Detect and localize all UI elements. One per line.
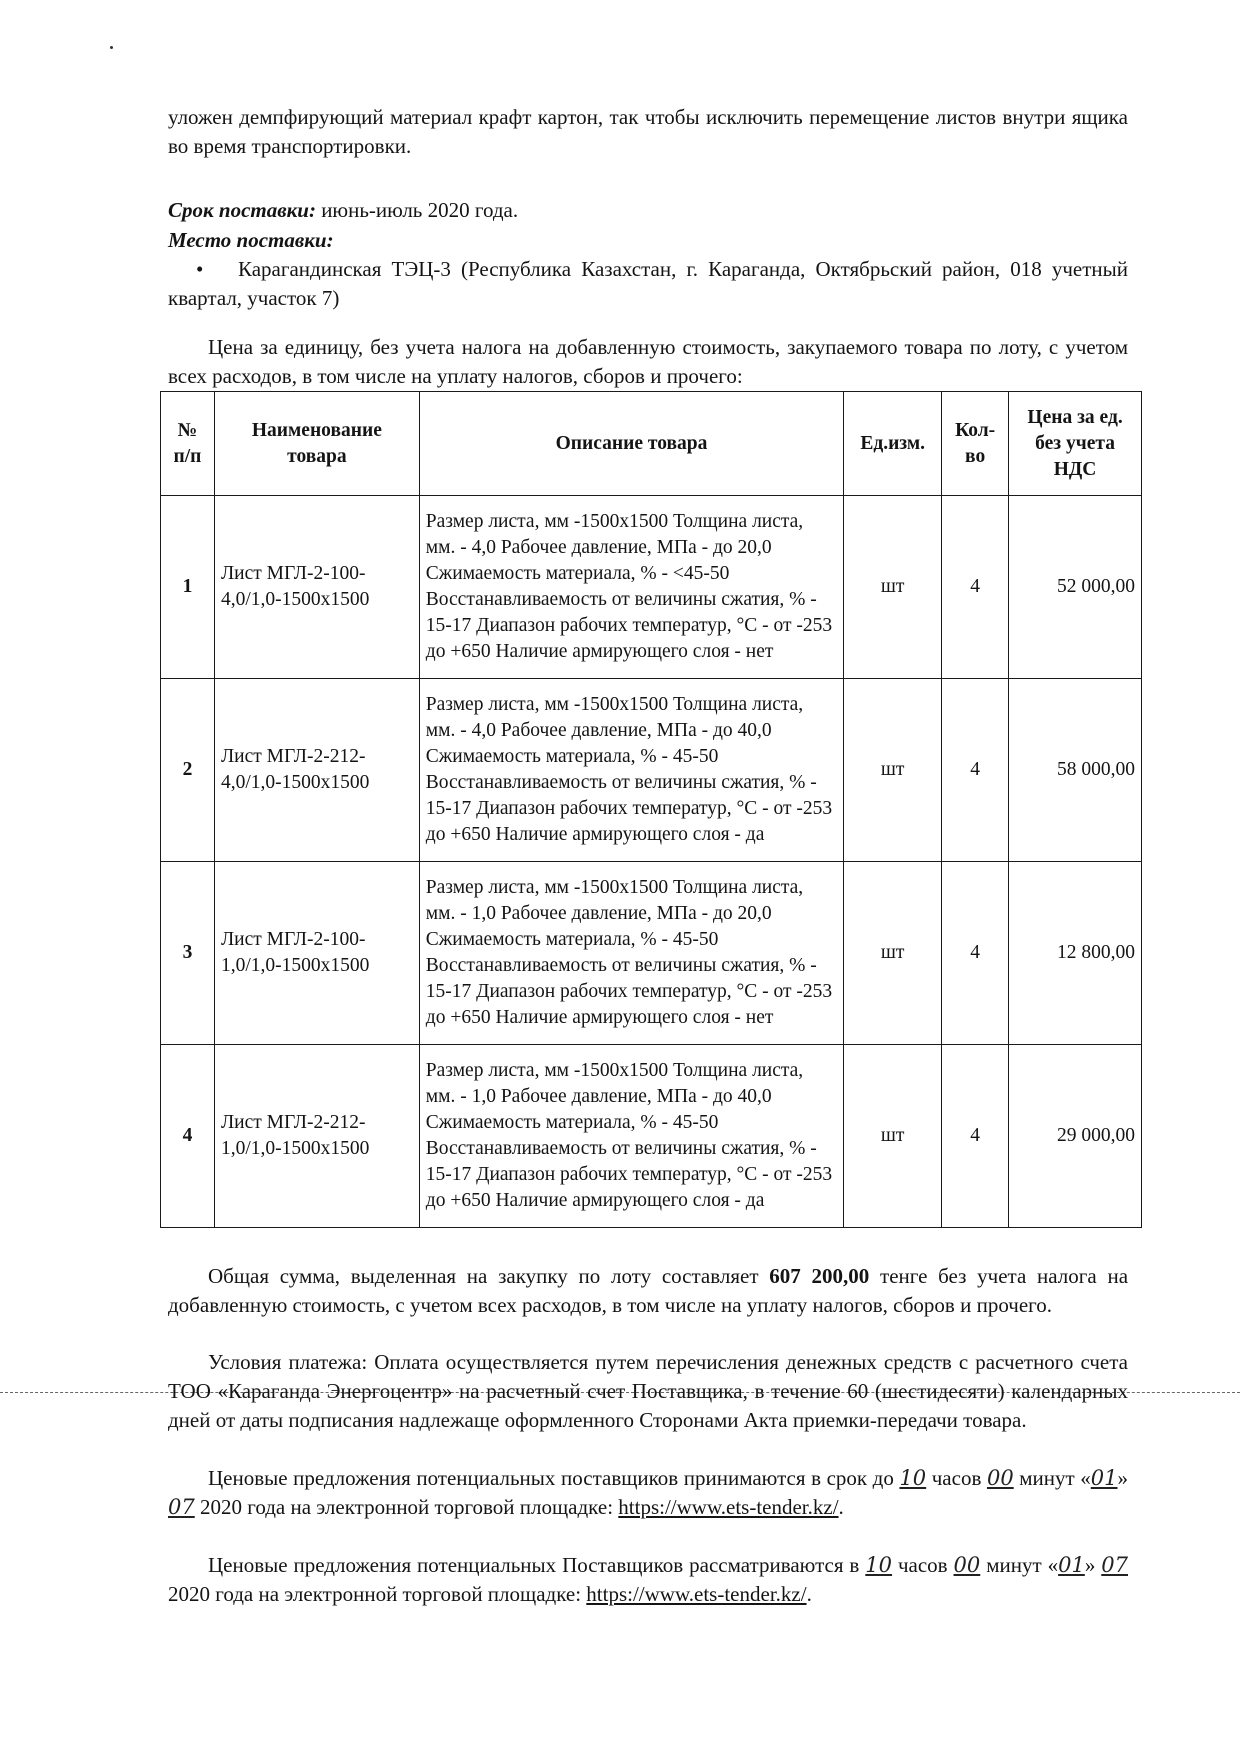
ets-tender-link[interactable]: https://www.ets-tender.kz/	[618, 1495, 839, 1519]
row-price: 29 000,00	[1009, 1045, 1142, 1228]
row-name: Лист МГЛ-2-100-4,0/1,0-1500х1500	[214, 496, 419, 679]
row-description: Размер листа, мм -1500х1500 Толщина листа, мм. - 4,0 Рабочее давление, МПа - до 40,0 Сжимаемость материала, % - 45-50 Восстанавливаемость от величины сжатия, % - 15-17 Диапазон рабочих температур, °С - от -253 до +650 Наличие армирующего слоя - да	[419, 679, 843, 862]
handwritten-day: 01	[1058, 1553, 1085, 1577]
row-number: 1	[161, 496, 215, 679]
scan-speck	[110, 46, 113, 49]
header-unit: Ед.изм.	[844, 392, 942, 496]
table-row	[161, 1045, 1142, 1228]
delivery-place-value: Карагандинская ТЭЦ-3 (Республика Казахстан, г. Караганда, Октябрьский район, 018 учетный квартал, участок 7)	[168, 257, 1128, 310]
row-price: 58 000,00	[1009, 679, 1142, 862]
header-quantity: Кол-во	[942, 392, 1009, 496]
row-description: Размер листа, мм -1500х1500 Толщина листа, мм. - 1,0 Рабочее давление, МПа - до 20,0 Сжимаемость материала, % - 45-50 Восстанавливаемость от величины сжатия, % - 15-17 Диапазон рабочих температур, °С - от -253 до +650 Наличие армирующего слоя - нет	[419, 862, 843, 1045]
handwritten-hour: 10	[899, 1466, 927, 1490]
row-quantity: 4	[942, 679, 1009, 862]
handwritten-day: 01	[1090, 1466, 1118, 1490]
row-quantity: 4	[942, 1045, 1009, 1228]
table-row	[161, 862, 1142, 1045]
intro-paragraph: уложен демпфирующий материал крафт картон, так чтобы исключить перемещение листов внутри ящика во время транспортировки.	[168, 105, 1128, 158]
row-number: 2	[161, 679, 215, 862]
header-number: № п/п	[161, 392, 215, 496]
bullet-icon: •	[196, 257, 204, 281]
row-unit: шт	[844, 862, 942, 1045]
row-price: 12 800,00	[1009, 862, 1142, 1045]
header-price: Цена за ед. без учета НДС	[1009, 392, 1142, 496]
delivery-term	[168, 196, 1128, 225]
row-unit: шт	[844, 496, 942, 679]
price-intro-paragraph: Цена за единицу, без учета налога на добавленную стоимость, закупаемого товара по лоту, с учетом всех расходов, в том числе на уплату налогов, сборов и прочего:	[168, 335, 1128, 388]
row-description: Размер листа, мм -1500х1500 Толщина листа, мм. - 1,0 Рабочее давление, МПа - до 40,0 Сжимаемость материала, % - 45-50 Восстанавливаемость от величины сжатия, % - 15-17 Диапазон рабочих температур, °С - от -253 до +650 Наличие армирующего слоя - да	[419, 1045, 843, 1228]
row-unit: шт	[844, 1045, 942, 1228]
handwritten-hour: 10	[865, 1553, 893, 1577]
row-unit: шт	[844, 679, 942, 862]
row-name: Лист МГЛ-2-212-4,0/1,0-1500х1500	[214, 679, 419, 862]
handwritten-minute: 00	[986, 1466, 1014, 1490]
acceptance-paragraph: Ценовые предложения потенциальных поставщиков принимаются в срок до 10 часов 00 минут «01» 07 2020 года на электронной торговой площадке: https://www.ets-tender.kz/.	[168, 1466, 1129, 1519]
delivery-place-label: Место поставки:	[168, 228, 334, 252]
ets-tender-link[interactable]: https://www.ets-tender.kz/	[586, 1582, 807, 1606]
row-number: 4	[161, 1045, 215, 1228]
row-number: 3	[161, 862, 215, 1045]
header-description: Описание товара	[419, 392, 843, 496]
row-quantity: 4	[942, 862, 1009, 1045]
row-description: Размер листа, мм -1500х1500 Толщина листа, мм. - 4,0 Рабочее давление, МПа - до 20,0 Сжимаемость материала, % - <45-50 Восстанавливаемость от величины сжатия, % - 15-17 Диапазон рабочих температур, °С - от -253 до +650 Наличие армирующего слоя - нет	[419, 496, 843, 679]
delivery-place	[168, 255, 1128, 313]
handwritten-minute: 00	[953, 1553, 981, 1577]
table-row	[161, 496, 1142, 679]
total-paragraph: Общая сумма, выделенная на закупку по лоту составляет 607 200,00 тенге без учета налога на добавленную стоимость, с учетом всех расходов, в том числе на уплату налогов, сборов и прочего.	[168, 1264, 1129, 1317]
handwritten-month: 07	[168, 1495, 195, 1519]
lots-table	[160, 391, 1142, 1228]
payment-paragraph: Условия платежа: Оплата осуществляется путем перечисления денежных средств с расчетного счета ТОО «Караганда Энергоцентр» на расчетный счет Поставщика, в течение 60 (шестидесяти) календарных дней от даты подписания надлежаще оформленного Сторонами Акта приемки-передачи товара.	[168, 1350, 1128, 1432]
total-amount: 607 200,00	[769, 1264, 870, 1288]
table-header-row	[161, 392, 1142, 496]
table-row	[161, 679, 1142, 862]
review-paragraph: Ценовые предложения потенциальных Поставщиков рассматриваются в 10 часов 00 минут «01» 07 2020 года на электронной торговой площадке: https://www.ets-tender.kz/.	[168, 1553, 1128, 1606]
row-price: 52 000,00	[1009, 496, 1142, 679]
header-name: Наименование товара	[214, 392, 419, 496]
delivery-term-value: июнь-июль 2020 года.	[321, 198, 519, 222]
delivery-term-label: Срок поставки:	[168, 198, 316, 222]
row-quantity: 4	[942, 496, 1009, 679]
row-name: Лист МГЛ-2-212-1,0/1,0-1500х1500	[214, 1045, 419, 1228]
row-name: Лист МГЛ-2-100-1,0/1,0-1500х1500	[214, 862, 419, 1045]
handwritten-month: 07	[1101, 1553, 1128, 1577]
